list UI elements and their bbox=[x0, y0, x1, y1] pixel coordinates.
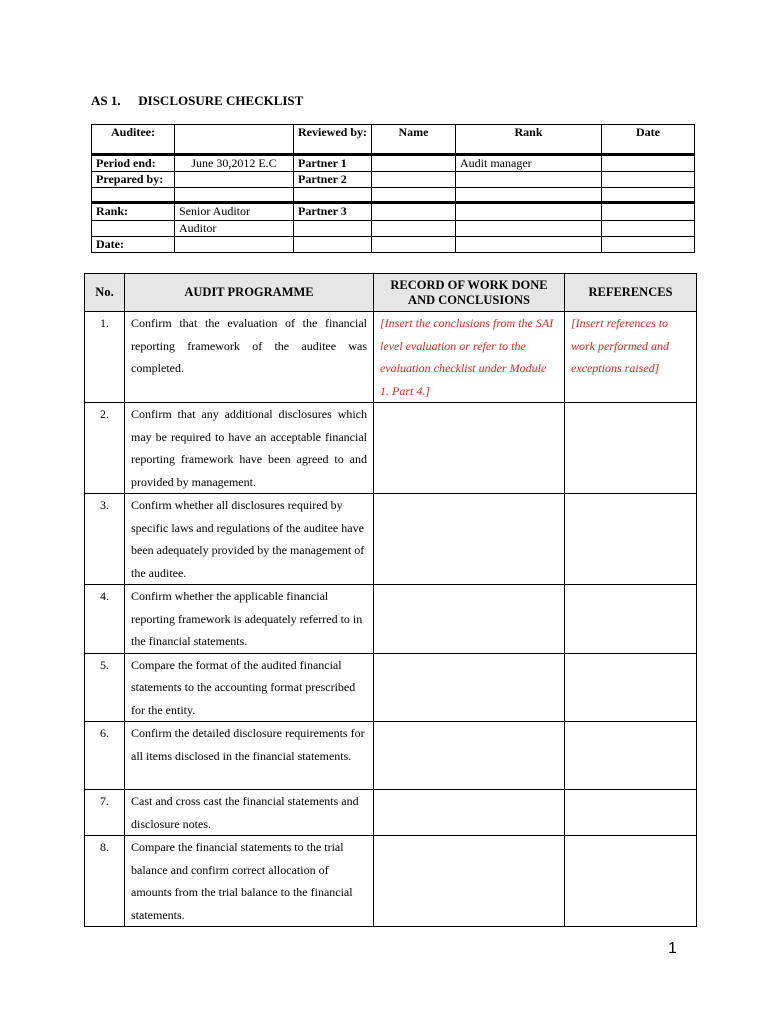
row-reference bbox=[565, 403, 697, 494]
partner2-date bbox=[602, 172, 695, 188]
partner3-name bbox=[372, 203, 456, 221]
partner2-name bbox=[372, 172, 456, 188]
row-number: 4. bbox=[85, 585, 125, 654]
row-description: Compare the financial statements to the trial balance and confirm correct allocation of amounts from the trial balance to the financial statements. bbox=[125, 836, 374, 927]
spacer-cell bbox=[372, 188, 456, 203]
blank-cell bbox=[372, 221, 456, 237]
row-number: 8. bbox=[85, 836, 125, 927]
heading-number: AS 1. bbox=[91, 93, 121, 108]
period-end-label: Period end: bbox=[92, 155, 175, 172]
table-row bbox=[85, 722, 697, 790]
blank-cell bbox=[294, 237, 372, 253]
row-number: 7. bbox=[85, 790, 125, 836]
audit-programme-table bbox=[84, 273, 697, 927]
partner2-label: Partner 2 bbox=[294, 172, 372, 188]
row-number: 6. bbox=[85, 722, 125, 790]
partner1-label: Partner 1 bbox=[294, 155, 372, 172]
row-number: 3. bbox=[85, 494, 125, 585]
row-description: Confirm that any additional disclosures which may be required to have an acceptable financial reporting framework have been agreed to and provided by management. bbox=[125, 403, 374, 494]
partner3-date bbox=[602, 203, 695, 221]
row-description: Cast and cross cast the financial statements and disclosure notes. bbox=[125, 790, 374, 836]
blank-cell bbox=[294, 221, 372, 237]
page-number: 1 bbox=[668, 940, 677, 957]
row-number: 5. bbox=[85, 653, 125, 722]
row-record bbox=[374, 836, 565, 927]
audit-programme-column-header: AUDIT PROGRAMME bbox=[125, 274, 374, 312]
row-reference bbox=[565, 836, 697, 927]
row-number: 2. bbox=[85, 403, 125, 494]
date-label: Date: bbox=[92, 237, 175, 253]
name-header: Name bbox=[372, 125, 456, 155]
partner3-label: Partner 3 bbox=[294, 203, 372, 221]
record-column-header: RECORD OF WORK DONE AND CONCLUSIONS bbox=[374, 274, 565, 312]
row-record bbox=[374, 722, 565, 790]
row-record: [Insert the conclusions from the SAI level evaluation or refer to the evaluation checklist under Module 1. Part 4.] bbox=[374, 312, 565, 403]
row-record bbox=[374, 653, 565, 722]
row-record bbox=[374, 494, 565, 585]
auditee-label: Auditee: bbox=[92, 125, 175, 155]
row-description: Confirm whether all disclosures required by specific laws and regulations of the auditee have been adequately provided by the management of the auditee. bbox=[125, 494, 374, 585]
table-row bbox=[85, 403, 697, 494]
partner1-name bbox=[372, 155, 456, 172]
row-description: Confirm whether the applicable financial reporting framework is adequately referred to in the financial statements. bbox=[125, 585, 374, 654]
table-row bbox=[85, 494, 697, 585]
partner2-rank bbox=[456, 172, 602, 188]
row-record bbox=[374, 403, 565, 494]
blank-cell bbox=[372, 237, 456, 253]
table-row bbox=[85, 653, 697, 722]
spacer-cell bbox=[175, 188, 294, 203]
spacer-cell bbox=[602, 188, 695, 203]
row-reference bbox=[565, 585, 697, 654]
blank-cell bbox=[456, 221, 602, 237]
spacer-cell bbox=[294, 188, 372, 203]
auditee-value bbox=[175, 125, 294, 155]
audit-info-table bbox=[91, 124, 695, 253]
rank-value-auditor: Auditor bbox=[175, 221, 294, 237]
reviewed-by-label: Reviewed by: bbox=[294, 125, 372, 155]
table-row bbox=[85, 790, 697, 836]
blank-cell bbox=[602, 237, 695, 253]
table-row bbox=[85, 312, 697, 403]
document-heading bbox=[91, 93, 303, 109]
row-reference bbox=[565, 790, 697, 836]
references-column-header: REFERENCES bbox=[565, 274, 697, 312]
row-reference bbox=[565, 722, 697, 790]
spacer-cell bbox=[92, 188, 175, 203]
row-description: Confirm that the evaluation of the financial reporting framework of the auditee was completed. bbox=[125, 312, 374, 403]
rank-header: Rank bbox=[456, 125, 602, 155]
row-reference: [Insert references to work performed and exceptions raised] bbox=[565, 312, 697, 403]
rank-label: Rank: bbox=[92, 203, 175, 221]
row-record bbox=[374, 790, 565, 836]
table-row bbox=[85, 585, 697, 654]
row-number: 1. bbox=[85, 312, 125, 403]
heading-title: DISCLOSURE CHECKLIST bbox=[138, 93, 304, 108]
spacer-cell bbox=[456, 188, 602, 203]
row-description: Compare the format of the audited financial statements to the accounting format prescribed for the entity. bbox=[125, 653, 374, 722]
partner1-rank: Audit manager bbox=[456, 155, 602, 172]
blank-cell bbox=[602, 221, 695, 237]
blank-cell bbox=[456, 237, 602, 253]
date-header: Date bbox=[602, 125, 695, 155]
rank-blank-cell bbox=[92, 221, 175, 237]
prepared-by-value bbox=[175, 172, 294, 188]
row-record bbox=[374, 585, 565, 654]
date-value bbox=[175, 237, 294, 253]
rank-value-senior: Senior Auditor bbox=[175, 203, 294, 221]
table-row bbox=[85, 836, 697, 927]
partner3-rank bbox=[456, 203, 602, 221]
row-reference bbox=[565, 494, 697, 585]
partner1-date bbox=[602, 155, 695, 172]
row-description: Confirm the detailed disclosure requirements for all items disclosed in the financial statements. bbox=[125, 722, 374, 790]
row-reference bbox=[565, 653, 697, 722]
prepared-by-label: Prepared by: bbox=[92, 172, 175, 188]
no-column-header: No. bbox=[85, 274, 125, 312]
period-end-value: June 30,2012 E.C bbox=[175, 155, 294, 172]
